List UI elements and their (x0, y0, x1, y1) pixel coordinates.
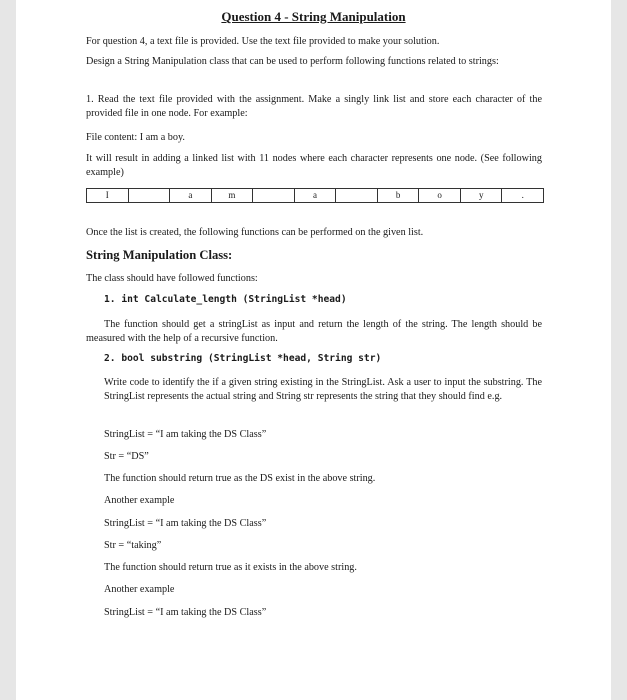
node-cell (253, 189, 295, 202)
example3-list: StringList = “I am taking the DS Class” (104, 607, 267, 618)
function1-signature: 1. int Calculate_length (StringList *head) (104, 294, 347, 305)
once-paragraph: Once the list is created, the following functions can be performed on the given list. (86, 227, 424, 238)
node-cell: I (87, 189, 129, 202)
node-cell: b (378, 189, 420, 202)
function1-description: The function should get a stringList as input and return the length of the string. The length should be measured with the help of a recursive function. (86, 319, 542, 344)
node-cell: m (212, 189, 254, 202)
class-heading: String Manipulation Class: (86, 248, 233, 262)
example2-result: The function should return true as it exists in the above string. (104, 562, 357, 573)
node-cell: a (295, 189, 337, 202)
node-cell: . (521, 190, 524, 200)
node-cell (336, 189, 378, 202)
node-cell: o (419, 189, 461, 202)
another-example-2: Another example (104, 584, 175, 595)
function2-signature: 2. bool substring (StringList *head, String str) (104, 353, 382, 364)
page-title: Question 4 - String Manipulation (221, 9, 406, 24)
design-paragraph: Design a String Manipulation class that can be used to perform following functions related to strings: (86, 56, 499, 67)
example1-result: The function should return true as the DS exist in the above string. (104, 473, 376, 484)
linked-list-diagram (86, 188, 544, 203)
function2-description: Write code to identify the if a given string existing in the StringList. Ask a user to input the substring. The StringList represents the actual string and String str represents the string that they should find e.g. (104, 377, 542, 402)
node-cell: y (461, 189, 503, 202)
result-paragraph: It will result in adding a linked list with 11 nodes where each character represents one node. (See following example) (86, 153, 542, 178)
file-content-line: File content: I am a boy. (86, 132, 185, 143)
another-example-1: Another example (104, 495, 175, 506)
example2-str: Str = “taking” (104, 540, 162, 551)
example2-list: StringList = “I am taking the DS Class” (104, 518, 267, 529)
node-cell: a (170, 189, 212, 202)
class-intro: The class should have followed functions: (86, 273, 258, 284)
node-cell (129, 189, 171, 202)
document-page (16, 0, 611, 700)
example1-list: StringList = “I am taking the DS Class” (104, 429, 267, 440)
intro-paragraph: For question 4, a text file is provided. Use the text file provided to make your solution. (86, 36, 440, 47)
example1-str: Str = “DS” (104, 451, 149, 462)
step1-paragraph: 1. Read the text file provided with the assignment. Make a singly link list and store each character of the provided file in one node. For example: (86, 94, 542, 119)
